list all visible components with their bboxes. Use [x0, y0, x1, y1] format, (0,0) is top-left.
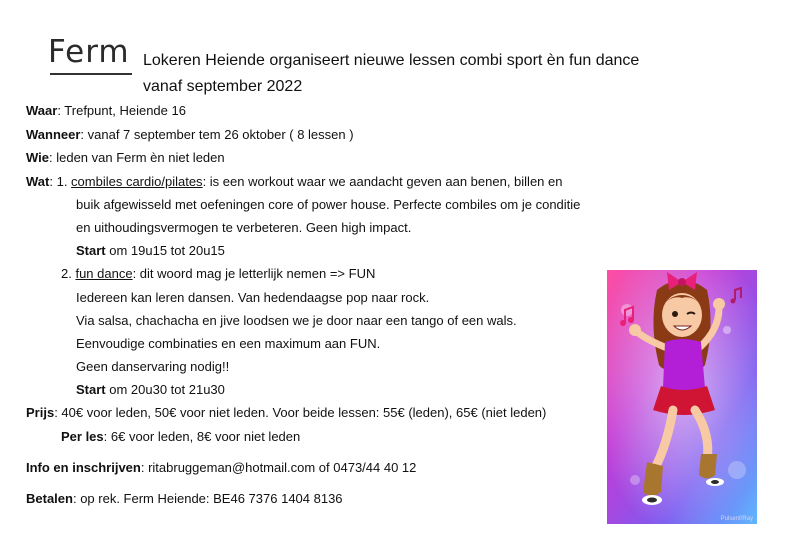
wie-label: Wie	[26, 150, 49, 165]
wat-item2-line	[61, 265, 375, 283]
wat-item2-text3: Via salsa, chachacha en jive loodsen we je door naar een tango of een wals.	[76, 313, 517, 328]
wat-item1-text3: en uithoudingsvermogen te verbeteren. Geen high impact.	[76, 220, 412, 235]
wat-label: Wat	[26, 174, 50, 189]
wat-item1-text2: buik afgewisseld met oefeningen core of power house. Perfecte combiles om je conditie	[76, 197, 581, 212]
waar-line	[26, 102, 186, 120]
wanneer-label: Wanneer	[26, 127, 81, 142]
wie-line	[26, 149, 225, 167]
headline-line-1: Lokeren Heiende organiseert nieuwe lessen combi sport èn fun dance	[143, 52, 640, 69]
wat-item1-title: combiles cardio/pilates	[71, 174, 203, 189]
prijs-label: Prijs	[26, 405, 55, 420]
waar-label: Waar	[26, 103, 58, 118]
info-label: Info en inschrijven	[26, 460, 141, 475]
wat-item2-start-value: om 20u30 tot 21u30	[105, 382, 225, 397]
dancing-girl-illustration	[607, 270, 757, 524]
logo-text: Ferm	[48, 34, 130, 70]
prijs-value: : 40€ voor leden, 50€ voor niet leden. Voor beide lessen: 55€ (leden), 65€ (niet leden)	[54, 405, 547, 420]
per-les-value: : 6€ voor leden, 8€ voor niet leden	[103, 429, 301, 444]
illustration-credit: Pulsenf/Ray	[720, 516, 753, 522]
wat-line	[26, 173, 562, 191]
per-les-line	[61, 428, 300, 446]
wat-item2-start	[76, 381, 225, 399]
betalen-value: : op rek. Ferm Heiende: BE46 7376 1404 8136	[72, 491, 343, 506]
prijs-line	[26, 404, 546, 422]
wanneer-line	[26, 126, 354, 144]
headline	[143, 48, 639, 100]
wat-item1-number: : 1.	[49, 174, 72, 189]
wat-item2-text2: Iedereen kan leren dansen. Van hedendaagse pop naar rock.	[76, 290, 430, 305]
wat-item1-start-value: om 19u15 tot 20u15	[105, 243, 225, 258]
wat-item2-text4: Eenvoudige combinaties en een maximum aan FUN.	[76, 336, 381, 351]
wat-item2-text5: Geen danservaring nodig!!	[76, 359, 230, 374]
betalen-label: Betalen	[26, 491, 73, 506]
wat-item2-number: 2.	[61, 266, 76, 281]
logo-underline	[50, 73, 132, 75]
betalen-line	[26, 490, 343, 508]
wat-item1-text1: : is een workout waar we aandacht geven aan benen, billen en	[202, 174, 563, 189]
wat-item2-text1: : dit woord mag je letterlijk nemen => FUN	[132, 266, 376, 281]
wie-value: : leden van Ferm èn niet leden	[49, 150, 225, 165]
per-les-label: Per les	[61, 429, 104, 444]
headline-line-2: vanaf september 2022	[143, 78, 303, 95]
waar-value: : Trefpunt, Heiende 16	[57, 103, 186, 118]
wat-item1-start-label: Start	[76, 243, 106, 258]
info-line	[26, 459, 416, 477]
wanneer-value: : vanaf 7 september tem 26 oktober ( 8 lessen )	[80, 127, 354, 142]
wat-item1-start	[76, 242, 225, 260]
wat-item2-start-label: Start	[76, 382, 106, 397]
dancing-girl-icon	[607, 270, 757, 524]
wat-item2-title: fun dance	[75, 266, 133, 281]
info-value: : ritabruggeman@hotmail.com of 0473/44 40 12	[140, 460, 417, 475]
